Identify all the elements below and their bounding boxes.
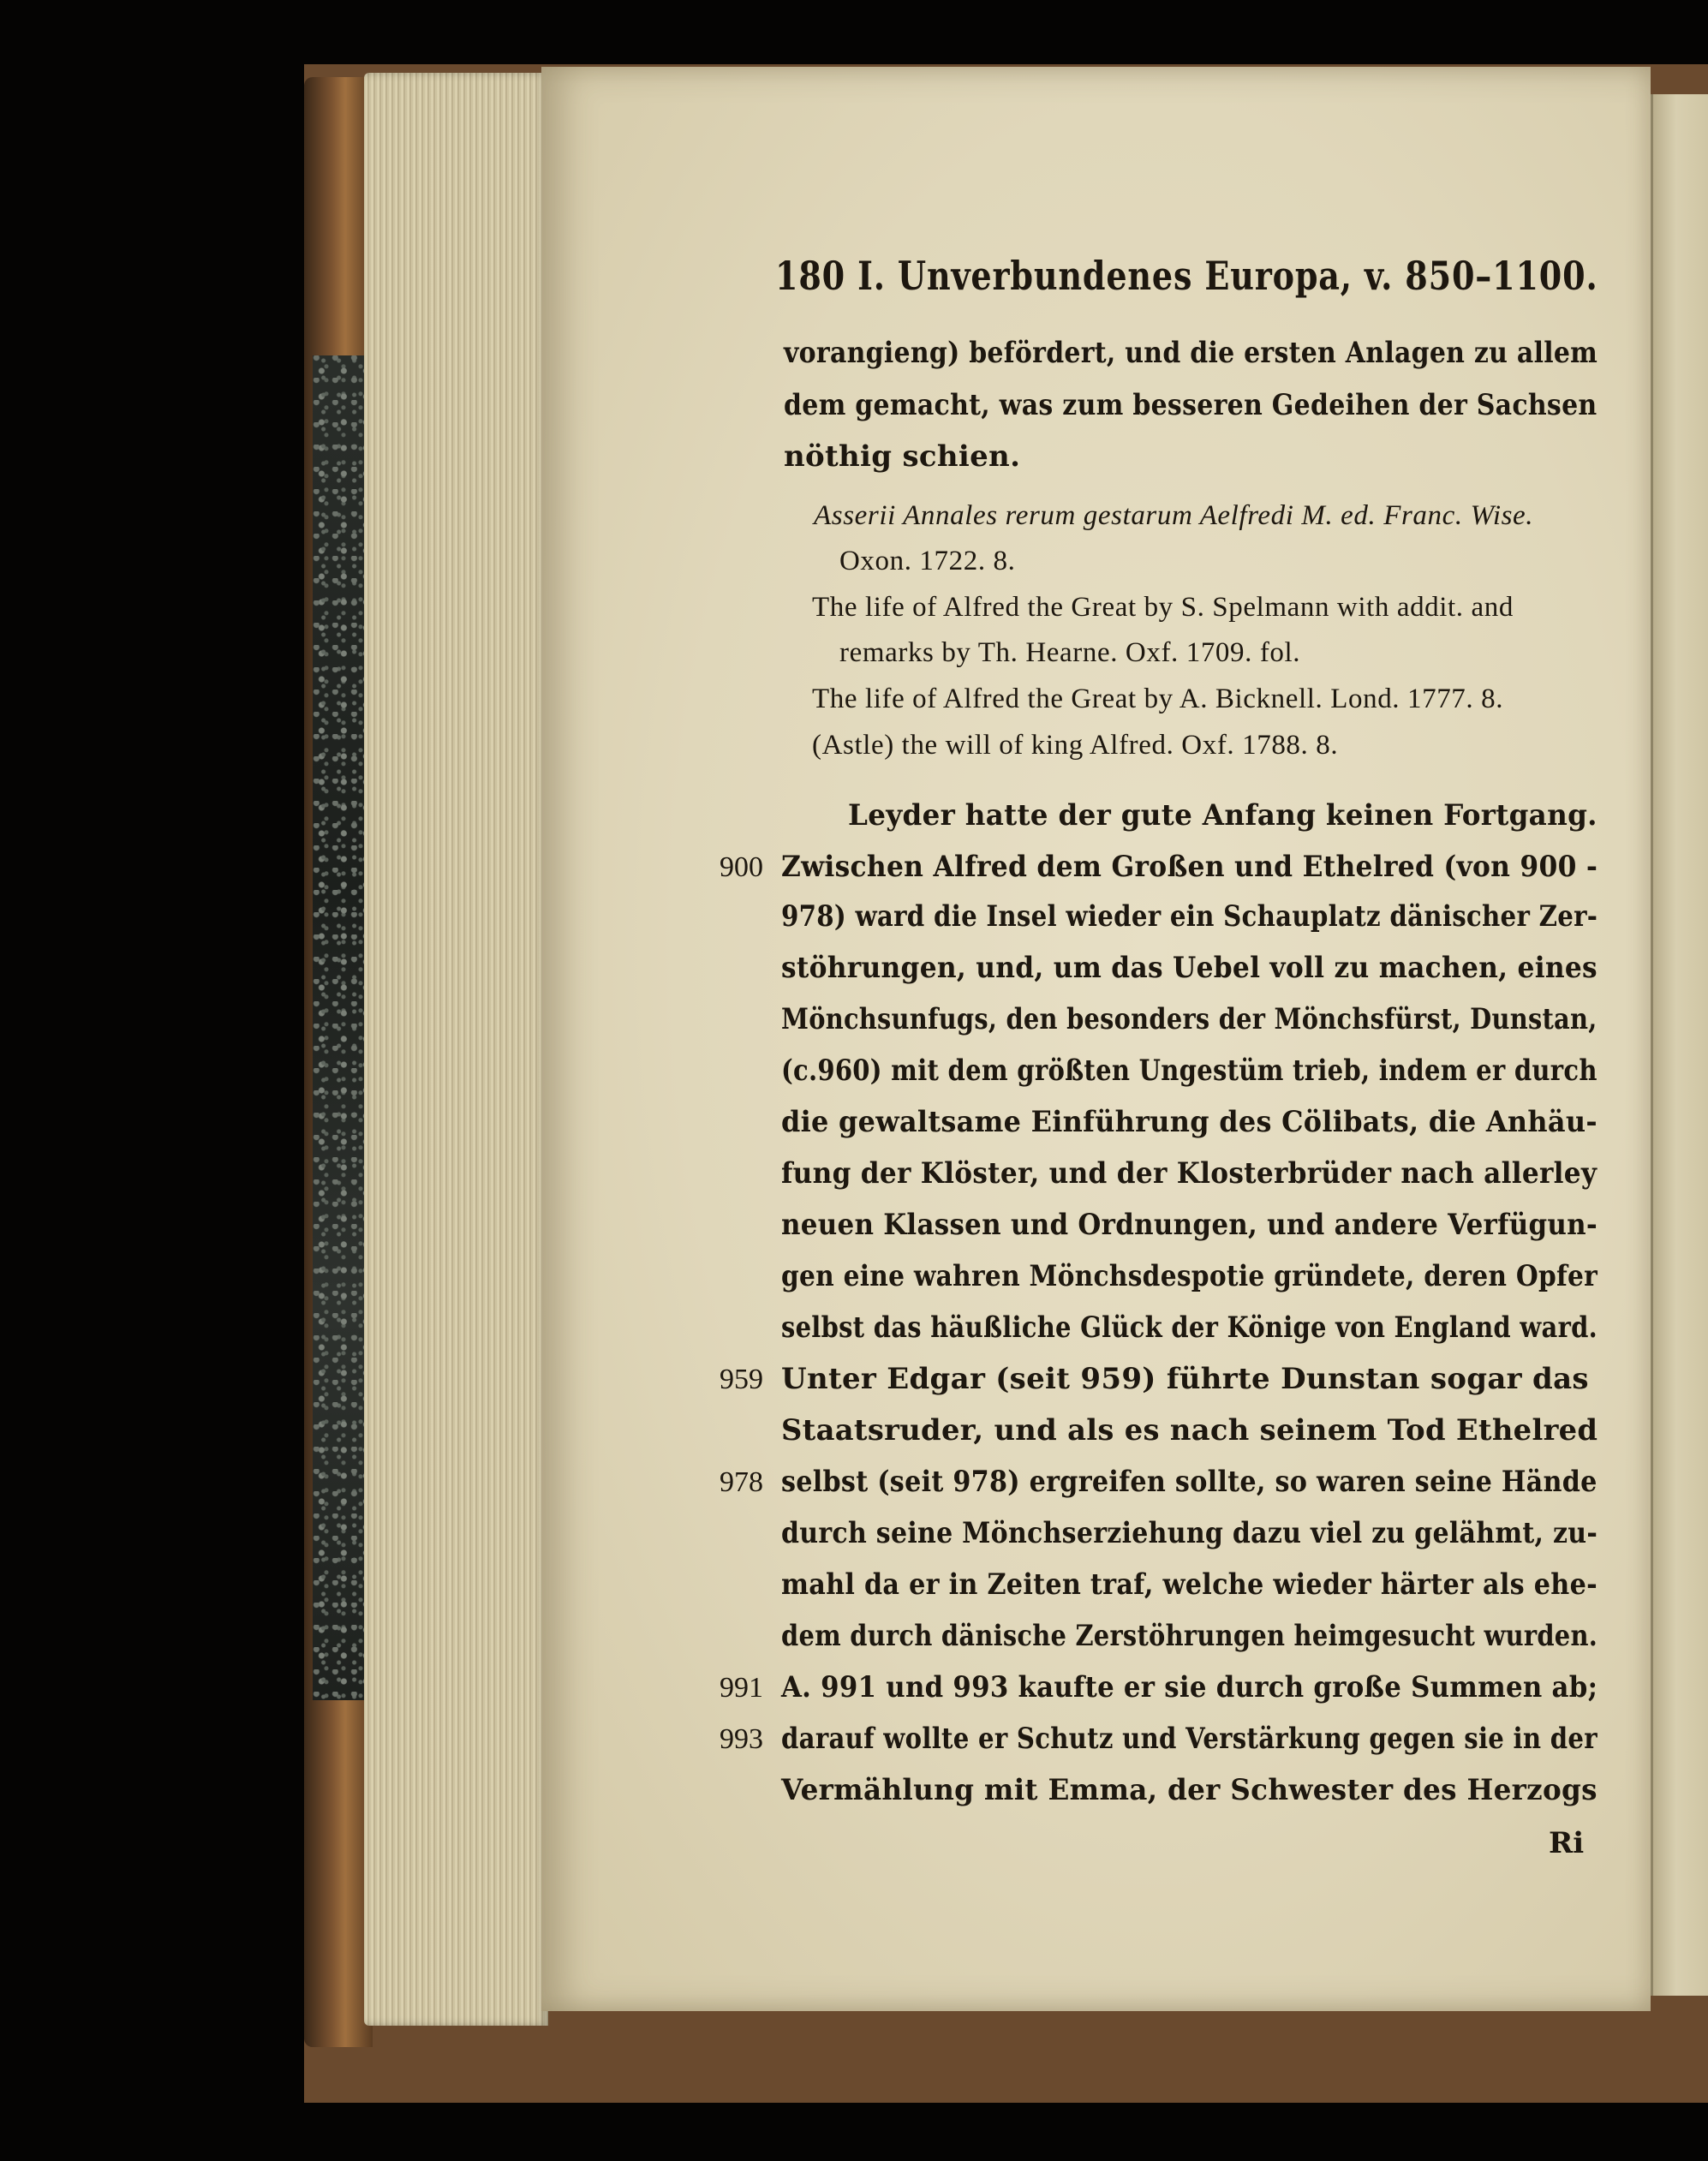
text-line: dem gemacht, was zum besseren Gedeihen der Sachsen — [784, 388, 1598, 422]
text-line: Staatsruder, und als es nach seinem Tod Ethelred — [781, 1413, 1598, 1448]
text-line: die gewaltsame Einführung des Cölibats, die Anhäu- — [781, 1105, 1598, 1139]
text-line: A. 991 und 993 kaufte er sie durch große Summen ab; — [781, 1670, 1598, 1704]
page-edges — [364, 73, 548, 2026]
text-line: darauf wollte er Schutz und Verstärkung gegen sie in der — [781, 1722, 1598, 1756]
text-line: gen eine wahren Mönchsdespotie gründete, deren Opfer — [781, 1259, 1598, 1293]
reference-line: The life of Alfred the Great by A. Bicknell. Lond. 1777. 8. — [812, 684, 1504, 714]
margin-year: 959 — [720, 1364, 763, 1395]
text-line: selbst (seit 978) ergreifen sollte, so waren seine Hände — [781, 1465, 1598, 1499]
margin-year: 900 — [720, 851, 763, 883]
margin-year: 978 — [720, 1466, 763, 1498]
reference-line: remarks by Th. Hearne. Oxf. 1709. fol. — [839, 637, 1301, 668]
text-line: Unter Edgar (seit 959) führte Dunstan sogar das — [781, 1362, 1589, 1396]
reference-line: Asserii Annales rerum gestarum Aelfredi M. ed. Franc. Wise. — [814, 500, 1534, 531]
text-line: Zwischen Alfred dem Großen und Ethelred (von 900 - — [781, 850, 1598, 884]
reference-line: (Astle) the will of king Alfred. Oxf. 1788. 8. — [812, 730, 1339, 761]
catchword: Ri — [1549, 1826, 1585, 1860]
text-line: 978) ward die Insel wieder ein Schauplatz dänischer Zer- — [781, 899, 1598, 934]
text-line: (c.960) mit dem größten Ungestüm trieb, indem er durch — [781, 1054, 1598, 1088]
reference-line: The life of Alfred the Great by S. Spelmann with addit. and — [812, 592, 1514, 623]
text-line: stöhrungen, und, um das Uebel voll zu machen, eines — [781, 951, 1598, 985]
text-line: fung der Klöster, und der Klosterbrüder nach allerley — [781, 1156, 1598, 1191]
text-line: selbst das häußliche Glück der Könige von England ward. — [781, 1310, 1598, 1345]
facing-page-edge — [1651, 94, 1708, 1996]
text-line: mahl da er in Zeiten traf, welche wieder härter als ehe- — [781, 1567, 1598, 1602]
text-line: Leyder hatte der gute Anfang keinen Fortgang. — [848, 798, 1598, 833]
reference-line: Oxon. 1722. 8. — [839, 546, 1016, 576]
margin-year: 991 — [720, 1672, 763, 1704]
text-line: neuen Klassen und Ordnungen, und andere Verfügun- — [781, 1208, 1598, 1242]
text-line: Vermählung mit Emma, der Schwester des Herzogs — [781, 1773, 1598, 1807]
running-header: 180 I. Unverbundenes Europa, v. 850–1100. — [775, 253, 1598, 299]
text-line: vorangieng) befördert, und die ersten Anlagen zu allem — [784, 336, 1598, 370]
text-line: Mönchsunfugs, den besonders der Mönchsfürst, Dunstan, — [781, 1002, 1598, 1036]
text-line: durch seine Mönchserziehung dazu viel zu gelähmt, zu- — [781, 1516, 1598, 1550]
text-line: nöthig schien. — [784, 439, 1021, 474]
margin-year: 993 — [720, 1723, 763, 1755]
text-line: dem durch dänische Zerstöhrungen heimgesucht wurden. — [781, 1619, 1598, 1653]
